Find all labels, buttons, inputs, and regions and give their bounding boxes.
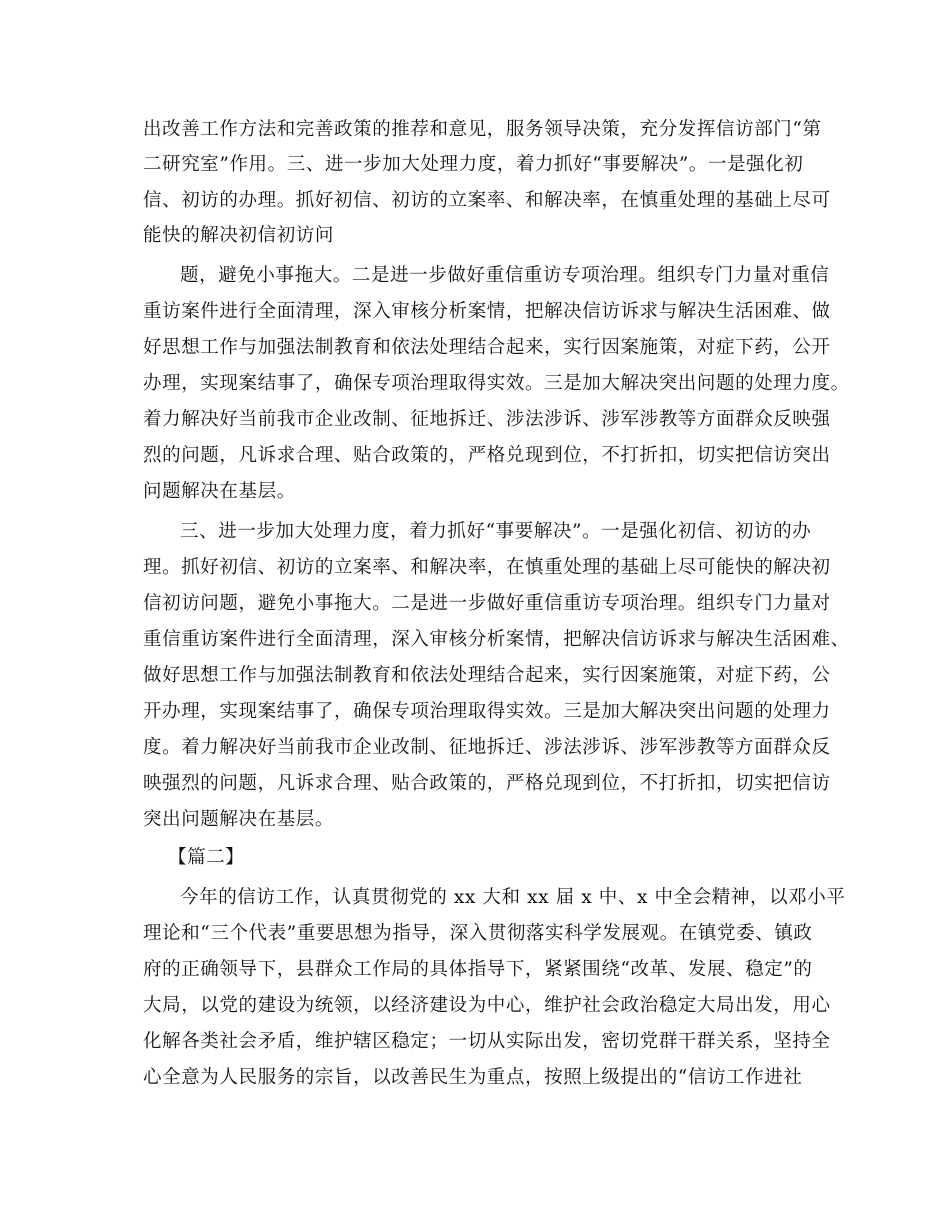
text-line: 重访案件进行全面清理，深入审核分析案情，把解决信访诉求与解决生活困难、做 bbox=[143, 301, 831, 322]
text-line: 化解各类社会矛盾，维护辖区稳定；一切从实际出发，密切党群干群关系，坚持全 bbox=[143, 1031, 831, 1052]
text-line: 映强烈的问题，凡诉求合理、贴合政策的，严格兑现到位，不打折扣，切实把信访 bbox=[143, 773, 831, 794]
text-line: 突出问题解决在基层。 bbox=[143, 809, 335, 830]
text-line: 重信重访案件进行全面清理，深入审核分析案情，把解决信访诉求与解决生活困难、 bbox=[143, 629, 850, 650]
paragraph-start-line: 今年的信访工作，认真贯彻党的 xx 大和 xx 届 x 中、x 中全会精神，以邓小平 bbox=[180, 887, 846, 908]
text-line: 信初访问题，避免小事拖大。二是进一步做好重信重访专项治理。组织专门力量对 bbox=[143, 593, 831, 614]
section-heading: 【篇二】 bbox=[168, 847, 245, 868]
text-line: 度。着力解决好当前我市企业改制、征地拆迁、涉法涉诉、涉军涉教等方面群众反 bbox=[143, 737, 831, 758]
text-line: 二研究室”作用。三、进一步加大处理力度，着力抓好“事要解决”。一是强化初 bbox=[143, 154, 804, 175]
text-line: 府的正确领导下，县群众工作局的具体指导下，紧紧围绕“改革、发展、稳定”的 bbox=[143, 959, 813, 980]
text-line: 做好思想工作与加强法制教育和依法处理结合起来，实行因案施策，对症下药，公 bbox=[143, 665, 831, 686]
paragraph-start-line: 三、进一步加大处理力度，着力抓好“事要解决”。一是强化初信、初访的办 bbox=[180, 521, 812, 542]
text-line: 问题解决在基层。 bbox=[143, 481, 296, 502]
text-line: 理。抓好初信、初访的立案率、和解决率，在慎重处理的基础上尽可能快的解决初 bbox=[143, 557, 831, 578]
text-line: 开办理，实现案结事了，确保专项治理取得实效。三是加大解决突出问题的处理力 bbox=[143, 701, 831, 722]
text-line: 能快的解决初信初访问 bbox=[143, 225, 335, 246]
text-line: 烈的问题，凡诉求合理、贴合政策的，严格兑现到位，不打折扣，切实把信访突出 bbox=[143, 445, 831, 466]
text-line: 信、初访的办理。抓好初信、初访的立案率、和解决率，在慎重处理的基础上尽可 bbox=[143, 190, 831, 211]
text-line: 出改善工作方法和完善政策的推荐和意见，服务领导决策，充分发挥信访部门“第 bbox=[143, 119, 822, 140]
text-line: 理论和“三个代表”重要思想为指导，深入贯彻落实科学发展观。在镇党委、镇政 bbox=[143, 923, 813, 944]
text-line: 心全意为人民服务的宗旨，以改善民生为重点，按照上级提出的“信访工作进社 bbox=[143, 1067, 803, 1088]
text-line: 着力解决好当前我市企业改制、征地拆迁、涉法涉诉、涉军涉教等方面群众反映强 bbox=[143, 409, 831, 430]
text-line: 办理，实现案结事了，确保专项治理取得实效。三是加大解决突出问题的处理力度。 bbox=[143, 373, 850, 394]
text-line: 好思想工作与加强法制教育和依法处理结合起来，实行因案施策，对症下药，公开 bbox=[143, 337, 831, 358]
text-line: 大局，以党的建设为统领，以经济建设为中心，维护社会政治稳定大局出发，用心 bbox=[143, 995, 831, 1016]
paragraph-start-line: 题，避免小事拖大。二是进一步做好重信重访专项治理。组织专门力量对重信 bbox=[180, 265, 830, 286]
